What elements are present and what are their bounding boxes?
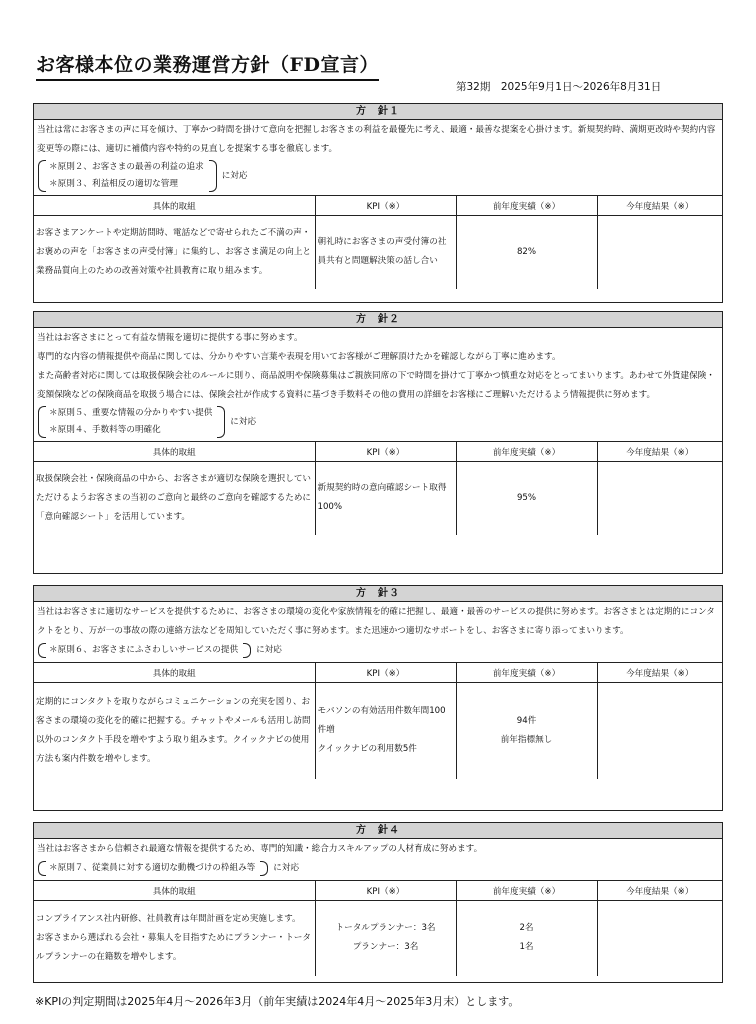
- table-row: [34, 901, 722, 976]
- description-paragraph: また高齢者対応に関しては取扱保険会社のルールに則り、商品説明や保険募集はご親族同席の下で時間を掛けて丁寧かつ慎重な対応をとってまいります。あわせて外貨建保険・変額保険などの保険商品を取扱う場合には、保険会社が作成する資料に基づき手数料その他の費用の詳細をお客様にご理解いただけるよう情報提供に努めます。: [37, 371, 715, 400]
- policy-2: [33, 311, 723, 574]
- action-cell: 定期的にコンタクトを取りながらコミュニケーションの充実を図り、お客さまの環境の変化を的確に把握する。チャットやメールも活用し訪問以外のコンタクト手段を増やすよう取り組みます。クイックナビの使用方法も案内件数を増やします。: [34, 683, 315, 779]
- principles-group: [37, 641, 719, 660]
- column-header-prev: 前年度実績（※）: [456, 442, 597, 462]
- column-header-kpi: KPI（※）: [315, 442, 456, 462]
- column-header-result: 今年度結果（※）: [597, 881, 722, 901]
- table-header-row: [34, 881, 722, 901]
- policy-heading: 方 針１: [34, 104, 722, 120]
- prev-result-cell: 94件 前年指標無し: [456, 683, 597, 779]
- description-paragraph: 専門的な内容の情報提供や商品に関しては、分かりやすい言葉や表現を用いてお客様がご理解頂けたかを確認しながら丁寧に進めます。: [37, 352, 561, 362]
- policy-1: [33, 103, 723, 303]
- column-header-action: 具体的取組: [34, 881, 315, 901]
- principle-item: ＊原則７、従業員に対する適切な動機づけの枠組み等: [49, 863, 256, 873]
- column-header-result: 今年度結果（※）: [597, 663, 722, 683]
- principles-group: [37, 405, 719, 439]
- principle-item: ＊原則３、利益相反の適切な管理: [49, 179, 178, 189]
- principles-group: [37, 859, 719, 878]
- policy-heading: 方 針２: [34, 312, 722, 328]
- applies-label: に対応: [256, 645, 282, 655]
- principle-item: ＊原則５、重要な情報の分かりやすい提供: [49, 408, 213, 418]
- policy-description: [34, 328, 722, 439]
- principles-bracket: [37, 159, 218, 193]
- table-row: [34, 462, 722, 535]
- table-header-row: [34, 663, 722, 683]
- kpi-cell: モバソンの有効活用件数年間100件増 クイックナビの利用数5件: [315, 683, 456, 779]
- kpi-cell: 朝礼時にお客さまの声受付簿の社員共有と問題解決策の話し合い: [315, 216, 456, 289]
- description-paragraph: 当社はお客さまにとって有益な情報を適切に提供する事に努めます。: [37, 333, 303, 343]
- policy-3: [33, 585, 723, 811]
- description-paragraph: 当社は常にお客さまの声に耳を傾け、丁寧かつ時間を掛けて意向を把握しお客さまの利益を最優先に考え、最適・最善な提案を心掛けます。新規契約時、満期更改時や契約内容変更等の際には、適切に補償内容や特約の見直しを提案する事を徹底します。: [37, 125, 716, 154]
- kpi-footnote: ※KPIの判定期間は2025年4月～2026年3月（前年実績は2024年4月～2025年3月末）とします。: [35, 995, 520, 1008]
- principles-bracket: [37, 860, 269, 877]
- policy-4: [33, 822, 723, 983]
- column-header-action: 具体的取組: [34, 663, 315, 683]
- action-cell: コンプライアンス社内研修、社員教育は年間計画を定め実施します。 お客さまから選ばれる会社・募集人を目指すためにプランナー・トータルプランナーの在籍数を増やします。: [34, 901, 315, 976]
- policy-heading: 方 針４: [34, 823, 722, 839]
- table-header-row: [34, 196, 722, 216]
- action-cell: お客さまアンケートや定期訪問時、電話などで寄せられたご不満の声・お褒めの声を「お客さまの声受付簿」に集約し、お客さま満足の向上と業務品質向上のための改善対策や社員教育に取り組みます。: [34, 216, 315, 289]
- kpi-table: [34, 662, 722, 779]
- policy-heading: 方 針３: [34, 586, 722, 602]
- principle-item: ＊原則４、手数料等の明確化: [49, 425, 161, 435]
- principles-bracket: [37, 405, 226, 439]
- principle-item: ＊原則６、お客さまにふさわしいサービスの提供: [49, 645, 239, 655]
- column-header-prev: 前年度実績（※）: [456, 881, 597, 901]
- description-paragraph: 当社はお客さまに適切なサービスを提供するために、お客さまの環境の変化や家族情報を的確に把握し、最適・最善のサービスの提供に努めます。お客さまとは定期的にコンタクトをとり、万が一の事故の際の連絡方法などを周知していただく事に努めます。また迅速かつ適切なサポートをし、お客さまに寄り添ってまいります。: [37, 607, 715, 636]
- principle-item: ＊原則２、お客さまの最善の利益の追求: [49, 162, 204, 172]
- kpi-table: [34, 441, 722, 535]
- policy-description: [34, 602, 722, 660]
- table-row: [34, 216, 722, 289]
- column-header-action: 具体的取組: [34, 442, 315, 462]
- kpi-cell: トータルプランナー：3名 プランナー：3名: [315, 901, 456, 976]
- column-header-prev: 前年度実績（※）: [456, 663, 597, 683]
- applies-label: に対応: [230, 416, 257, 427]
- column-header-kpi: KPI（※）: [315, 881, 456, 901]
- policy-description: [34, 120, 722, 193]
- period-label: 第32期 2025年9月1日～2026年8月31日: [456, 81, 662, 93]
- column-header-result: 今年度結果（※）: [597, 196, 722, 216]
- column-header-action: 具体的取組: [34, 196, 315, 216]
- action-cell: 取扱保険会社・保険商品の中から、お客さまが適切な保険を選択していただけるようお客さまの当初のご意向と最終のご意向を確認するために「意向確認シート」を活用しています。: [34, 462, 315, 535]
- current-result-cell: [597, 216, 722, 289]
- table-row: [34, 683, 722, 779]
- current-result-cell: [597, 901, 722, 976]
- table-header-row: [34, 442, 722, 462]
- applies-label: に対応: [221, 170, 248, 181]
- applies-label: に対応: [273, 863, 300, 873]
- description-paragraph: 当社はお客さまから信頼され最適な情報を提供するため、専門的知識・総合力スキルアップの人材育成に努めます。: [37, 844, 483, 854]
- policy-description: [34, 839, 722, 878]
- kpi-cell: 新規契約時の意向確認シート取得100%: [315, 462, 456, 535]
- kpi-table: [34, 880, 722, 976]
- prev-result-cell: 82%: [456, 216, 597, 289]
- column-header-kpi: KPI（※）: [315, 196, 456, 216]
- principles-bracket: [37, 642, 252, 659]
- column-header-kpi: KPI（※）: [315, 663, 456, 683]
- current-result-cell: [597, 683, 722, 779]
- prev-result-cell: 2名 1名: [456, 901, 597, 976]
- column-header-prev: 前年度実績（※）: [456, 196, 597, 216]
- principles-group: [37, 159, 719, 193]
- column-header-result: 今年度結果（※）: [597, 442, 722, 462]
- kpi-table: [34, 195, 722, 289]
- current-result-cell: [597, 462, 722, 535]
- page-title: お客様本位の業務運営方針（FD宣言）: [36, 50, 379, 81]
- prev-result-cell: 95%: [456, 462, 597, 535]
